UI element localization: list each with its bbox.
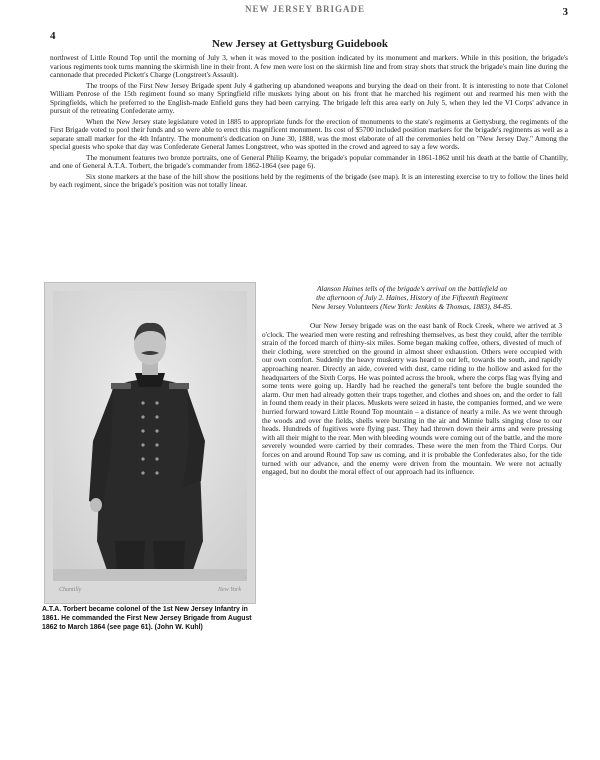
body-text bbox=[50, 54, 568, 192]
photo-imprint-left: Chantilly bbox=[59, 587, 82, 593]
portrait-photo bbox=[44, 282, 256, 604]
page-number-right: 3 bbox=[562, 6, 568, 18]
body-paragraph: The monument features two bronze portraits, one of General Philip Kearny, the brigade's popular commander in 1861-1862 until his death at the battle of Chantilly, and one of General A.T.A. Torbert, the brigade's commander from 1862-1864 (see page 6). bbox=[50, 152, 568, 170]
excerpt-body: Our New Jersey brigade was on the east bank of Rock Creek, where we arrived at 3 o'clock. The wearied men were resting and refreshing themselves, as best they could, after the terrible strain of the forced march of thirty-six miles. Some began making coffee, others, divested of much of their clothing, were stretched on the ground in almost sheer exhaustion. Others were occupied with our own comfort. Suddenly the heavy musketry was heard to our left, towards the south, and rapidly approaching nearer. Directly an aide, covered with dust, came riding to the hollow and asked for the headquarters of the Sixth Corps. He was pointed across the brook, where the corps flag was flying and some tents were going up. Hardly had he reached the general's tent before the bugle sounded the alarm. Our men had already gotten their traps together, and clothes and shoes on, and the order to fall in found them ready in their places. Muskets were seized in haste, the companies formed, and we were hurried forward toward Little Round Top mountain – a distance of nearly a mile. As we went through the woods and over the fields, shells were bursting in the air and Minnie balls singing close to our heads. Hundreds of fugitives were flying past. They had thrown down their arms and were pressing with all their might to the rear. Men with bleeding wounds were coming out of the battle, and the more severely wounded were carried by their comrades. These were the men from the Third Corps. Our forces on and around Round Top saw us coming, and it is probable the Confederates also, for the tide turned with our advance, and the enemy were driven from the mountain. We were not actually engaged, but no doubt the moral effect of our approach had its influence. bbox=[262, 321, 562, 477]
body-paragraph: Six stone markers at the base of the hill show the positions held by the regiments of the brigade (see map). It is an interesting exercise to try to follow the lines held by each regiment, since the brigade's position was not totally linear. bbox=[50, 171, 568, 189]
excerpt-intro-line: the afternoon of July 2. Haines, History of the Fifteenth Regiment bbox=[316, 293, 508, 302]
page-title: New Jersey at Gettysburg Guidebook bbox=[212, 38, 388, 50]
running-head: NEW JERSEY BRIGADE bbox=[244, 4, 366, 14]
excerpt-citation-publisher: (New York: Jenkins & Thomas, 1883), 84-85. bbox=[380, 302, 513, 311]
portrait-image bbox=[53, 291, 247, 581]
body-paragraph: northwest of Little Round Top until the morning of July 3, when it was moved to the position indicated by its monument and markers. While in this position, the brigade's various regiments took turns manning the skirmish line in their front. A few men were lost on the skirmish line and from stray shots that struck the brigade's main line during the cannonade that preceded Pickett's Charge (Longstreet's Assault). bbox=[50, 53, 568, 79]
photo-caption: A.T.A. Torbert became colonel of the 1st New Jersey Infantry in 1861. He commanded the First New Jersey Brigade from August 1862 to March 1864 (see page 61). (John W. Kuhl) bbox=[42, 606, 252, 631]
excerpt-intro-line bbox=[262, 302, 562, 311]
portrait-figure-graphic bbox=[53, 291, 247, 581]
body-paragraph: The troops of the First New Jersey Brigade spent July 4 gathering up abandoned weapons and burying the dead on their front. It is interesting to note that Colonel William Penrose of the 15th regiment found so many Springfield rifle muskets lying about on his front that he marched his regiment out and rearmed his men with the Springfields, which he preferred to the English-made Enfield guns they had been carrying. The brigade left this area early on July 5, when they led the VI Corps' advance in pursuit of the retreating Confederate army. bbox=[50, 80, 568, 115]
excerpt-intro-line: Alanson Haines tells of the brigade's arrival on the battlefield on bbox=[316, 284, 508, 293]
excerpt-intro bbox=[262, 284, 562, 311]
page-number-left: 4 bbox=[50, 30, 56, 42]
excerpt-citation-title: New Jersey Volunteers bbox=[311, 302, 381, 311]
body-paragraph: When the New Jersey state legislature voted in 1885 to appropriate funds for the erection of monuments to the state's regiments at Gettysburg, the regiments of the First Brigade voted to pool their funds and so were able to erect this magnificent monument. Its cost of $5700 included position markers for the brigade's regiments as well as a separate small marker for the 4th Infantry. The monument's dedication on June 30, 1888, was the most elaborate of all the ceremonies held on "New Jersey Day." Among the special guests who spoke that day was Confederate General James Longstreet, who was spotted in the crowd and agreed to say a few words. bbox=[50, 116, 568, 151]
photo-imprint-right: New York bbox=[218, 587, 241, 593]
